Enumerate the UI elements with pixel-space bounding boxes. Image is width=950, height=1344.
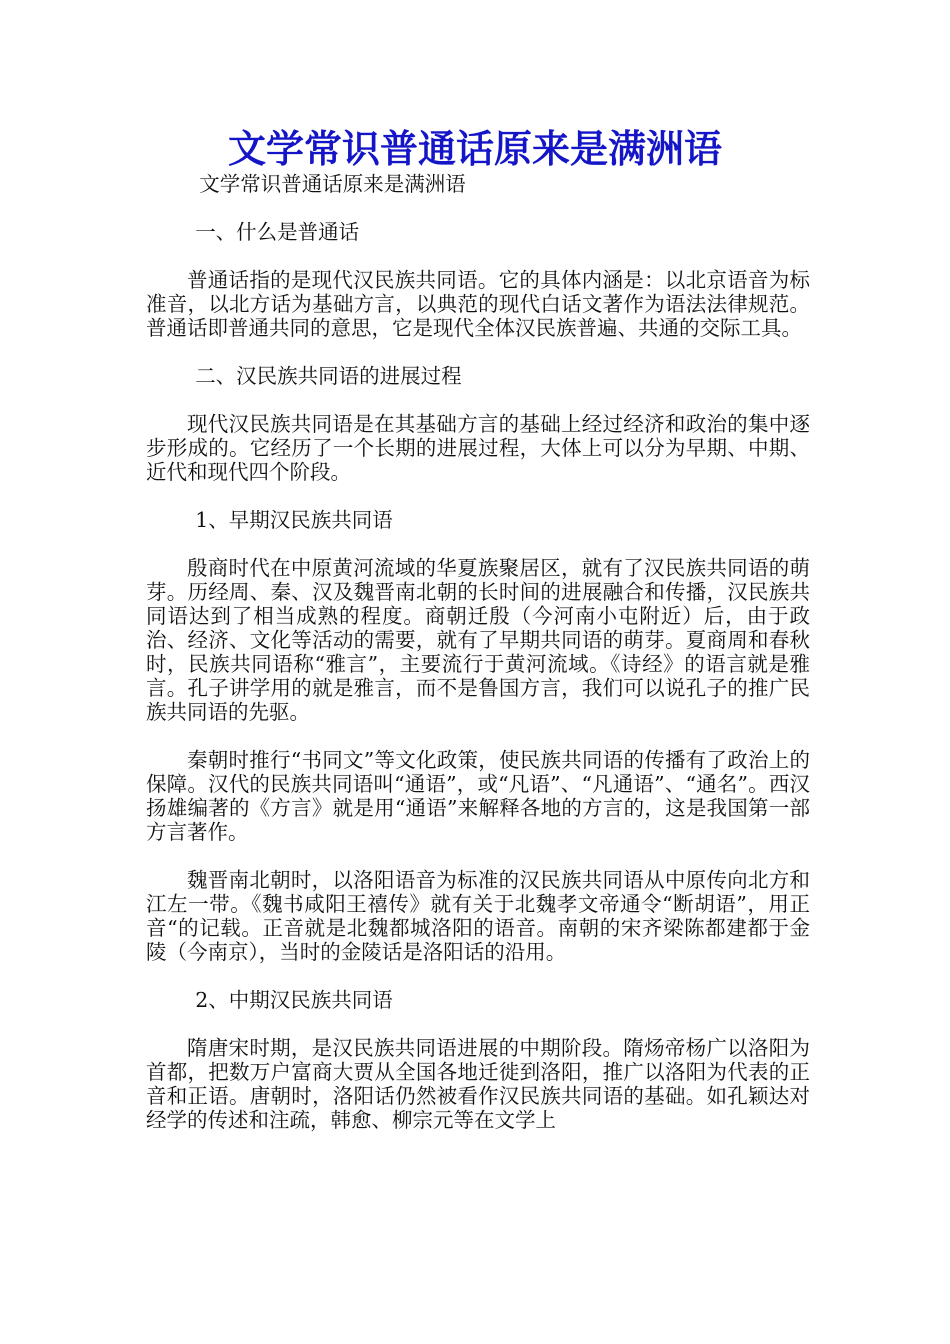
section-heading: 2、中期汉民族共同语: [195, 988, 393, 1012]
document-title: 文学常识普通话原来是满洲语: [227, 126, 722, 171]
section-heading: 二、汉民族共同语的进展过程: [195, 364, 462, 388]
paragraph: 魏晋南北朝时，以洛阳语音为标准的汉民族共同语从中原传向北方和江左一带。《魏书咸阳王禧传》就有关于北魏孝文帝通令“断胡语”，用正音“的记载。正音就是北魏都城洛阳的语音。南朝的宋齐梁陈都建都于金陵（今南京），当时的金陵话是洛阳话的沿用。: [146, 868, 810, 964]
document-body: [146, 172, 810, 1156]
paragraph: 秦朝时推行“书同文”等文化政策，使民族共同语的传播有了政治上的保障。汉代的民族共同语叫“通语”，或“凡语”、“凡通语”、“通名”。西汉扬雄编著的《方言》就是用“通语”来解释各地的方言的，这是我国第一部方言著作。: [146, 748, 810, 844]
document-subtitle: 文学常识普通话原来是满洲语: [199, 172, 466, 196]
paragraph: 隋唐宋时期，是汉民族共同语进展的中期阶段。隋炀帝杨广以洛阳为首都，把数万户富商大贾从全国各地迁徙到洛阳，推广以洛阳为代表的正音和正语。唐朝时，洛阳话仍然被看作汉民族共同语的基础。如孔颖达对经学的传述和注疏，韩愈、柳宗元等在文学上: [146, 1036, 810, 1132]
paragraph: 现代汉民族共同语是在其基础方言的基础上经过经济和政治的集中逐步形成的。它经历了一个长期的进展过程，大体上可以分为早期、中期、近代和现代四个阶段。: [146, 412, 810, 484]
section-heading: 一、什么是普通话: [195, 220, 360, 244]
paragraph: 殷商时代在中原黄河流域的华夏族聚居区，就有了汉民族共同语的萌芽。历经周、秦、汉及魏晋南北朝的长时间的进展融合和传播，汉民族共同语达到了相当成熟的程度。商朝迁殷（今河南小屯附近）后，由于政治、经济、文化等活动的需要，就有了早期共同语的萌芽。夏商周和春秋时，民族共同语称“雅言”，主要流行于黄河流域。《诗经》的语言就是雅言。孔子讲学用的就是雅言，而不是鲁国方言，我们可以说孔子的推广民族共同语的先驱。: [146, 556, 810, 724]
section-heading: 1、早期汉民族共同语: [195, 508, 393, 532]
paragraph: 普通话指的是现代汉民族共同语。它的具体内涵是：以北京语音为标准音，以北方话为基础方言，以典范的现代白话文著作为语法法律规范。普通话即普通共同的意思，它是现代全体汉民族普遍、共通的交际工具。: [146, 268, 810, 340]
